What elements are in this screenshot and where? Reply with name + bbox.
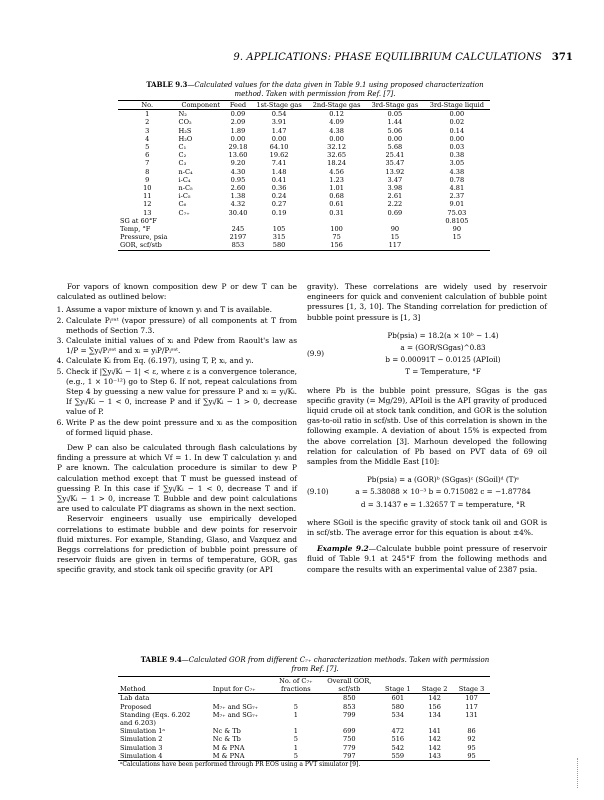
table-cell: 25.41: [385, 151, 405, 160]
table-cell: 1.89: [230, 126, 246, 135]
table-cell: 853: [343, 702, 356, 711]
table-9-3-label: TABLE 9.3: [146, 80, 188, 89]
table-cell: 0.00: [449, 110, 465, 119]
table-cell: Pressure, psia: [120, 233, 168, 242]
table-cell: 156: [428, 702, 441, 711]
running-title: 9. APPLICATIONS: PHASE EQUILIBRIUM CALCULATIONS: [233, 52, 542, 63]
table-cell: 3.91: [271, 118, 287, 127]
table-row: [118, 744, 490, 752]
table-cell: 142: [428, 743, 441, 752]
table-cell: 3.47: [387, 175, 403, 184]
table-cell: SG at 60°F: [120, 216, 157, 225]
column-header: 1st-Stage gas: [251, 101, 307, 110]
table-cell: 0.02: [449, 118, 465, 127]
table-cell: 5.06: [387, 126, 403, 135]
table-cell: 92: [467, 735, 476, 744]
table-cell: 2.61: [387, 192, 403, 201]
table-9-4-caption-line2: from Ref. [7].: [291, 665, 339, 673]
table-cell: 0.19: [271, 208, 287, 217]
table-row: [118, 752, 490, 761]
table-cell: 2: [145, 118, 150, 127]
table-cell: n-C₅: [178, 184, 193, 193]
table-cell: Simulation 2: [120, 735, 163, 744]
table-cell: Simulation 4: [118, 752, 211, 761]
table-row: [118, 703, 490, 711]
dew-point-step: 2. Calculate Pᵢˢᵃᵗ (vapor pressure) of all components at T from methods of Section 7.3.: [66, 316, 297, 336]
table-row: [118, 233, 490, 241]
table-cell: 779: [343, 743, 356, 752]
table-9-3-caption-line1: —Calculated values for the data given in Table 9.1 using proposed characterization: [187, 81, 484, 89]
table-9-3-caption: [140, 80, 490, 99]
table-cell: 32.65: [327, 151, 347, 160]
column-header: Feed: [225, 101, 251, 110]
table-cell: 0.8105: [445, 216, 469, 225]
table-cell: 2.37: [449, 192, 465, 201]
column-header: Stage 1: [379, 685, 416, 694]
table-9-4: [118, 676, 490, 769]
table-cell: 13.92: [385, 167, 405, 176]
table-cell: [177, 225, 225, 233]
left-column: [57, 282, 297, 576]
equation-line: b = 0.00091T − 0.0125 (APIoil): [385, 355, 501, 365]
table-cell: 2.09: [230, 118, 246, 127]
table-row: [118, 727, 490, 735]
standing-paragraph: gravity). These correlations are widely used by reservoir engineers for quick and convenient calculation of bubble point pressures [1, 3, 10]. The Standing correlation for prediction of bubble point pressure is [1, 3]: [307, 282, 547, 322]
table-cell: 131: [465, 710, 478, 719]
table-cell: 100: [330, 225, 343, 234]
table-cell: 15: [452, 233, 462, 242]
table-cell: [211, 719, 273, 727]
table-cell: 12: [143, 200, 152, 209]
table-cell: 0.12: [329, 110, 344, 119]
table-cell: [416, 719, 453, 727]
table-cell: 580: [391, 702, 405, 711]
table-cell: 75: [332, 233, 341, 242]
table-cell: [177, 217, 225, 225]
table-cell: 3.05: [449, 159, 465, 168]
table-cell: [453, 719, 490, 727]
table-cell: [177, 233, 225, 241]
table-cell: 90: [390, 225, 400, 234]
column-header: [453, 677, 490, 686]
table-cell: [272, 719, 319, 727]
column-header: 3rd-Stage liquid: [424, 101, 490, 110]
table-cell: 141: [428, 727, 441, 736]
column-header: No. of C₇₊: [272, 677, 319, 686]
table-cell: i-C₅: [178, 192, 191, 201]
table-cell: 1: [293, 743, 298, 752]
marhoun-error-paragraph: where SGoil is the specific gravity of stock tank oil and GOR is in scf/stb. The average error for this equation is about ±4%.: [307, 517, 547, 538]
table-cell: 4.38: [449, 167, 465, 176]
table-cell: 142: [428, 694, 441, 703]
table-cell: H₂O: [178, 134, 193, 143]
table-cell: [307, 217, 366, 225]
header-row: [118, 677, 490, 686]
column-header: [211, 677, 273, 686]
table-cell: 315: [272, 233, 286, 242]
table-cell: 0.14: [449, 126, 465, 135]
table-9-4-caption: [140, 655, 490, 674]
table-cell: 5: [293, 702, 298, 711]
table-cell: 797: [319, 752, 379, 761]
table-row: [118, 159, 490, 167]
table-cell: Simulation 3: [120, 743, 163, 752]
table-cell: 5: [145, 143, 150, 152]
column-header: Overall GOR,: [319, 677, 379, 686]
table-cell: 29.18: [228, 143, 248, 152]
equation-line: Pb(psia) = 18.2(a × 10ᵇ − 1.4): [387, 330, 499, 340]
table-cell: 0.05: [387, 110, 403, 119]
table-cell: 4.38: [329, 126, 344, 135]
table-cell: 2197: [229, 233, 247, 242]
table-cell: N₂: [178, 110, 187, 119]
column-header: Method: [118, 685, 211, 694]
table-row: [118, 241, 490, 250]
table-cell: 601: [391, 694, 405, 703]
table-cell: 0.41: [271, 175, 287, 184]
table-cell: 3.98: [387, 184, 403, 193]
table-cell: 9.20: [230, 159, 246, 168]
equation-line: a = 5.38088 × 10⁻³ b = 0.715082 c = −1.87784: [355, 487, 531, 497]
column-header: [416, 677, 453, 686]
dew-point-step: 1. Assume a vapor mixture of known yᵢ and T is available.: [66, 305, 297, 315]
table-cell: Standing (Eqs. 6.202: [120, 710, 191, 719]
table-cell: 18.24: [327, 159, 347, 168]
equation-line: a = (GOR/SGgas)^0.83: [400, 343, 486, 353]
table-cell: [319, 719, 379, 727]
table-cell: 0.00: [449, 134, 465, 143]
dew-point-step: 6. Write P as the dew point pressure and xᵢ as the composition of formed liquid phase.: [66, 418, 297, 438]
table-cell: 107: [465, 694, 478, 703]
table-cell: [366, 217, 424, 225]
table-cell: 3: [145, 126, 150, 135]
table-cell: C₃: [178, 159, 187, 168]
table-cell: 4.09: [329, 118, 344, 127]
column-header: Stage 3: [453, 685, 490, 694]
table-cell: 10: [143, 184, 152, 193]
table-cell: 30.40: [228, 208, 248, 217]
table-cell: GOR, scf/stb: [118, 241, 177, 250]
table-cell: 95: [453, 752, 490, 761]
table-cell: 0.09: [230, 110, 246, 119]
table-cell: 0.68: [329, 192, 344, 201]
table-cell: Temp, °F: [120, 225, 151, 234]
table-cell: [424, 241, 490, 250]
table-row: [118, 217, 490, 225]
table-cell: 2.22: [387, 200, 403, 209]
table-cell: Nc & Tb: [212, 727, 241, 736]
column-header: 3rd-Stage gas: [366, 101, 424, 110]
table-cell: 1: [145, 110, 150, 119]
table-cell: 5.68: [387, 143, 403, 152]
column-header: Stage 2: [416, 685, 453, 694]
column-header: Input for C₇₊: [211, 685, 273, 694]
table-cell: 850: [343, 694, 356, 703]
table-cell: 853: [225, 241, 251, 250]
table-row: [118, 151, 490, 159]
equation-line: d = 3.1437 e = 1.32657 T = temperature, °R: [360, 499, 526, 509]
table-cell: 105: [272, 225, 286, 234]
table-cell: 19.62: [269, 151, 289, 160]
dew-point-step: 4. Calculate Kᵢ from Eq. (6.197), using T, P, xᵢ, and yᵢ.: [66, 356, 297, 366]
table-row: [118, 209, 490, 217]
table-cell: 5: [272, 752, 319, 761]
table-cell: 699: [343, 727, 356, 736]
table-cell: Lab data: [120, 694, 150, 703]
table-cell: 1.23: [329, 175, 344, 184]
table-cell: 142: [428, 735, 441, 744]
table-cell: 4.56: [329, 167, 344, 176]
table-footnote: ᵃCalculations have been performed through PR EOS using a PVT simulator [9].: [120, 761, 361, 769]
table-cell: 245: [231, 225, 245, 234]
table-cell: n-C₄: [178, 167, 193, 176]
table-cell: 0.03: [449, 143, 465, 152]
column-header: [118, 677, 211, 686]
table-cell: [211, 694, 273, 703]
right-column: [307, 282, 547, 575]
intro-paragraph: For vapors of known composition dew P or dew T can be calculated as outlined below:: [57, 282, 297, 302]
table-cell: 11: [143, 192, 152, 201]
table-cell: 32.12: [327, 143, 347, 152]
dew-point-step: 3. Calculate initial values of xᵢ and Pdew from Raoult's law as 1/P = ∑yᵢ/Pᵢˢᵃᵗ and xᵢ = yᵢP/Pᵢˢᵃᵗ.: [66, 336, 297, 356]
table-cell: Nc & Tb: [212, 735, 241, 744]
table-cell: 0.24: [271, 192, 287, 201]
table-cell: 156: [307, 241, 366, 250]
column-header: [379, 677, 416, 686]
table-row: [118, 135, 490, 143]
table-cell: 86: [467, 727, 476, 736]
table-cell: 799: [343, 710, 356, 719]
table-cell: 15: [390, 233, 400, 242]
table-cell: 143: [416, 752, 453, 761]
table-row: [118, 118, 490, 126]
equation-9-9: [307, 329, 547, 380]
table-cell: 516: [391, 735, 405, 744]
table-cell: 559: [379, 752, 416, 761]
example-9-2: [307, 544, 547, 575]
table-cell: 35.47: [385, 159, 405, 168]
table-cell: 0.69: [387, 208, 403, 217]
table-row: [118, 143, 490, 151]
table-cell: C₇₊: [178, 208, 190, 217]
table-cell: [225, 217, 251, 225]
table-cell: 0.61: [329, 200, 344, 209]
table-cell: 0.00: [271, 134, 287, 143]
column-header: Component: [177, 101, 225, 110]
table-cell: 472: [391, 727, 405, 736]
table-row: [118, 184, 490, 192]
table-cell: C₂: [178, 151, 187, 160]
table-cell: 4.30: [230, 167, 246, 176]
column-header: fractions: [272, 685, 319, 694]
table-cell: M₇₊ and SG₇₊: [212, 702, 259, 711]
table-9-3: [118, 100, 490, 251]
table-cell: and 6.203): [120, 719, 156, 728]
table-cell: 0.00: [387, 134, 403, 143]
equation-9-10: [307, 473, 547, 512]
table-row: [118, 694, 490, 703]
table-cell: 0.27: [271, 200, 287, 209]
table-cell: [251, 217, 307, 225]
table-cell: i-C₄: [178, 175, 191, 184]
table-row: [118, 192, 490, 200]
table-cell: 117: [366, 241, 424, 250]
table-cell: 1.01: [329, 184, 344, 193]
table-cell: 134: [428, 710, 441, 719]
table-cell: 5: [293, 735, 298, 744]
table-cell: M₇₊ and SG₇₊: [212, 710, 259, 719]
column-header: scf/stb: [319, 685, 379, 694]
table-cell: 534: [391, 710, 405, 719]
equation-9-10-number: (9.10): [307, 487, 329, 497]
table-cell: 0.31: [329, 208, 344, 217]
table-cell: 2.60: [230, 184, 246, 193]
table-cell: Simulation 1ᵃ: [120, 727, 165, 736]
table-cell: 8: [145, 167, 150, 176]
table-cell: 13.60: [228, 151, 248, 160]
header-row: [118, 685, 490, 694]
table-row: [118, 719, 490, 727]
table-cell: 1.38: [230, 192, 246, 201]
footnote-row: [118, 761, 490, 770]
table-cell: [272, 694, 319, 703]
table-cell: 1.44: [387, 118, 403, 127]
dew-p-paragraph: Dew P can also be calculated through flash calculations by finding a pressure at which Vf = 1. In dew T calculation yᵢ and P are known. The calculation procedure is similar to dew P calculation method except that T must be guessed instead of guessing P. In this case if ∑yᵢ/Kᵢ − 1 < 0, decrease T and if ∑yᵢ/Kᵢ − 1 > 0, increase T. Bubble and dew point calculations are used to calculate PT diagrams as shown in the next section.: [57, 443, 297, 514]
table-cell: 0.38: [449, 151, 465, 160]
table-cell: 6: [145, 151, 150, 160]
table-cell: 0.00: [230, 134, 246, 143]
table-row: [118, 176, 490, 184]
page-edge-marks: [571, 758, 578, 788]
column-header: No.: [118, 101, 177, 110]
table-cell: 1: [293, 710, 298, 719]
table-cell: 95: [467, 743, 476, 752]
table-9-4-caption-line1: —Calculated GOR from different C₇₊ characterization methods. Taken with permission: [181, 656, 490, 664]
table-cell: 13: [143, 208, 152, 217]
table-cell: 0.54: [271, 110, 287, 119]
table-9-3-caption-line2: method. Taken with permission from Ref. [7].: [234, 90, 396, 98]
table-cell: 90: [452, 225, 462, 234]
table-cell: 64.10: [269, 143, 289, 152]
dew-point-step: 5. Check if |∑yᵢ/Kᵢ − 1| < ε, where ε is a convergence tolerance, (e.g., 1 × 10⁻¹²) go to Step 6. If not, repeat calculations from Step 4 by guessing a new value for pressure P and xᵢ = yᵢ/Kᵢ. If ∑yᵢ/Kᵢ − 1 < 0, increase P and if ∑yᵢ/Kᵢ − 1 > 0, decrease value of P.: [66, 367, 297, 418]
table-cell: 4: [145, 134, 150, 143]
bubble-point-paragraph: where Pb is the bubble point pressure, SGgas is the gas specific gravity (= Mg/29), APIoil is the API gravity of produced liquid crude oil at stock tank condition, and GOR is the solution gas-to-oil ratio in scf/stb. Use of this correlation is shown in the following example. A deviation of about 15% is expected from the above correlation [3]. Marhoun developed the following relation for calculation of Pb based on PVT data of 69 oil samples from the Middle East [10]:: [307, 385, 547, 467]
equation-line: T = Temperature, °F: [405, 367, 481, 377]
table-9-4-label: TABLE 9.4: [140, 655, 182, 664]
running-header: [0, 52, 573, 63]
table-cell: 1: [293, 727, 298, 736]
correlation-paragraph: Reservoir engineers usually use empirically developed correlations to estimate bubble and dew points for reservoir fluid mixtures. For example, Standing, Glaso, and Vazquez and Beggs correlations for prediction of bubble point pressure of reservoir fluids are given in terms of temperature, GOR, gas specific gravity, and stock tank oil specific gravity (or API: [57, 514, 297, 575]
table-cell: C₁: [178, 143, 187, 152]
table-cell: C₆: [178, 200, 187, 209]
table-row: [118, 225, 490, 233]
table-cell: M & PNA: [211, 752, 273, 761]
table-row: [118, 168, 490, 176]
table-cell: 0.78: [449, 175, 465, 184]
table-cell: [177, 241, 225, 250]
table-cell: 1.47: [271, 126, 287, 135]
table-cell: 4.32: [230, 200, 246, 209]
table-cell: 0.00: [329, 134, 344, 143]
table-cell: Proposed: [120, 702, 152, 711]
table-cell: [379, 719, 416, 727]
table-cell: 7.41: [271, 159, 287, 168]
example-text: —Calculate bubble point pressure of reservoir fluid of Table 9.1 at 245°F from the following methods and compare the results with an experimental value of 2387 psia.: [307, 544, 547, 574]
equation-line: Pb(psia) = a (GOR)ᵇ (SGgas)ᶜ (SGoil)ᵈ (T)ᵉ: [366, 475, 520, 485]
table-cell: 580: [251, 241, 307, 250]
table-row: [118, 127, 490, 135]
table-row: [118, 735, 490, 743]
page-number: 371: [551, 52, 573, 63]
table-cell: 750: [343, 735, 356, 744]
column-header: 2nd-Stage gas: [307, 101, 366, 110]
table-cell: M & PNA: [212, 743, 245, 752]
dew-point-steps: [57, 305, 297, 438]
table-cell: 9.01: [449, 200, 465, 209]
example-label: Example 9.2: [317, 544, 369, 554]
table-cell: 75.03: [447, 208, 467, 217]
table-cell: 1.48: [271, 167, 287, 176]
table-cell: 7: [145, 159, 150, 168]
table-cell: CO₂: [178, 118, 192, 127]
table-cell: 0.36: [271, 184, 287, 193]
table-cell: 542: [391, 743, 405, 752]
table-row: [118, 200, 490, 208]
table-cell: 9: [145, 175, 150, 184]
table-cell: 117: [465, 702, 478, 711]
table-cell: H₂S: [178, 126, 192, 135]
table-cell: 4.81: [449, 184, 465, 193]
table-row: [118, 110, 490, 119]
table-cell: 0.95: [230, 175, 246, 184]
equation-9-9-number: (9.9): [307, 349, 325, 359]
table-row: [118, 711, 490, 719]
